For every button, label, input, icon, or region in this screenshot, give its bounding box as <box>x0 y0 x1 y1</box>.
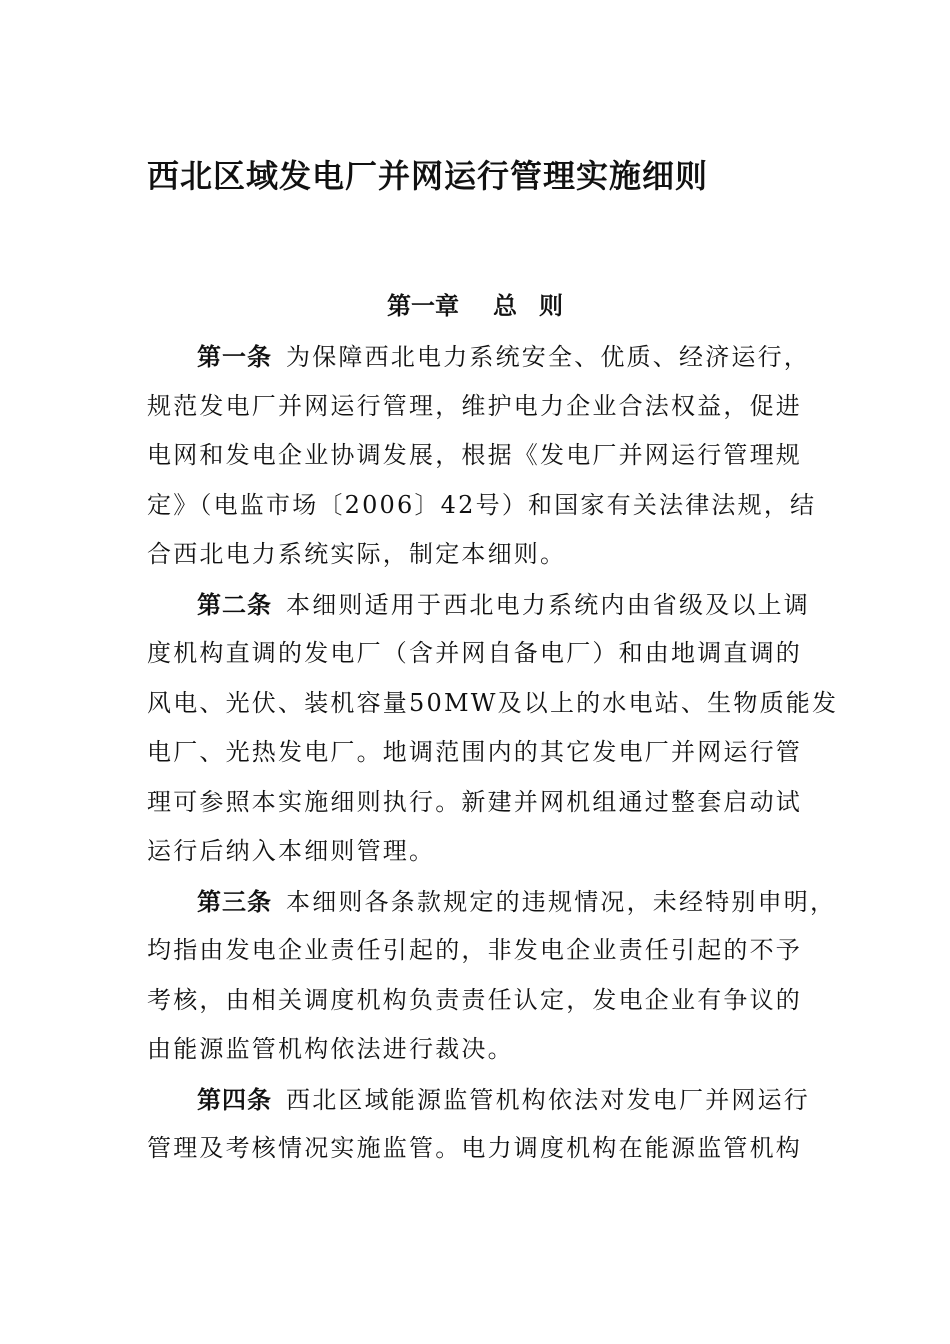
chapter-name-part2: 则 <box>539 291 563 320</box>
article-2-line-5: 理可参照本实施细则执行。新建并网机组通过整套启动试 <box>147 787 802 816</box>
article-2-line-2: 度机构直调的发电厂（含并网自备电厂）和由地调直调的 <box>147 639 802 667</box>
article-4-label: 第四条 <box>197 1084 272 1114</box>
article-2-line-4: 电厂、光热发电厂。地调范围内的其它发电厂并网运行管 <box>147 738 802 766</box>
article-1-line-5: 合西北电力系统实际，制定本细则。 <box>147 540 567 568</box>
article-2-label: 第二条 <box>197 589 272 619</box>
article-3-line-2: 均指由发电企业责任引起的，非发电企业责任引起的不予 <box>147 936 802 964</box>
article-2-text-1: 本细则适用于西北电力系统内由省级及以上调 <box>286 590 810 619</box>
chapter-number: 第一章 <box>387 291 459 320</box>
article-3-label: 第三条 <box>197 886 272 916</box>
article-1-line-2: 规范发电厂并网运行管理，维护电力企业合法权益，促进 <box>147 391 802 420</box>
article-3-text-1: 本细则各条款规定的违规情况，未经特别申明， <box>286 887 837 916</box>
article-4-line-1 <box>147 1075 810 1125</box>
article-3-line-4: 由能源监管机构依法进行裁决。 <box>147 1035 514 1063</box>
article-1-line-1 <box>147 332 810 382</box>
article-3-line-1 <box>147 877 837 927</box>
article-1-line-3: 电网和发电企业协调发展，根据《发电厂并网运行管理规 <box>147 441 802 469</box>
document-title: 西北区域发电厂并网运行管理实施细则 <box>147 157 709 195</box>
article-1-text-1: 为保障西北电力系统安全、优质、经济运行， <box>286 343 810 371</box>
article-1-label: 第一条 <box>197 342 272 371</box>
article-2-line-6: 运行后纳入本细则管理。 <box>147 837 436 865</box>
article-2-line-1 <box>147 580 810 630</box>
chapter-name-part1: 总 <box>493 291 517 320</box>
article-3-line-3: 考核，由相关调度机构负责责任认定，发电企业有争议的 <box>147 985 802 1014</box>
body-text <box>147 332 839 1174</box>
article-2-line-3: 风电、光伏、装机容量50MW及以上的水电站、生物质能发 <box>147 688 839 717</box>
article-4-text-1: 西北区域能源监管机构依法对发电厂并网运行 <box>286 1085 810 1114</box>
chapter-heading <box>0 286 950 326</box>
article-1-line-4: 定》（电监市场〔2006〕42号）和国家有关法律法规，结 <box>147 490 817 519</box>
article-4-line-2: 管理及考核情况实施监管。电力调度机构在能源监管机构 <box>147 1134 802 1162</box>
